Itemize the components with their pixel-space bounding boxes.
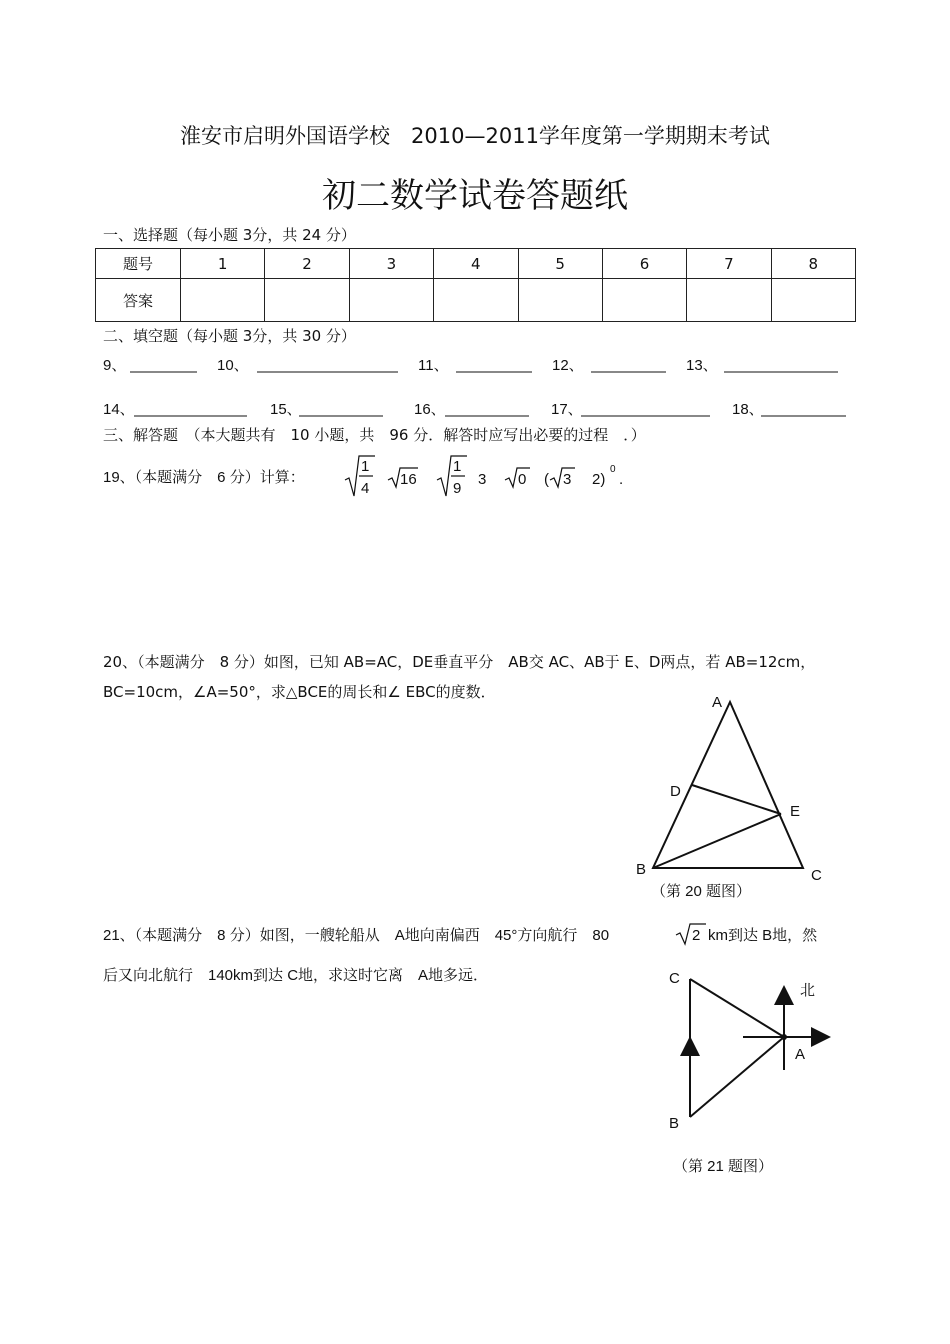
q19-exponent: 0 <box>610 464 616 475</box>
q20-line1: 20、（本题满分 8 分）如图，已知 AB=AC，DE垂直平分 AB交 AC、AB于 E、D两点，若 AB=12cm， <box>103 653 816 671</box>
answer-cell[interactable] <box>687 279 771 322</box>
q19-den1: 4 <box>361 480 370 497</box>
label-d: D <box>670 783 681 800</box>
row-label-answer: 答案 <box>96 279 181 322</box>
label-north: 北 <box>800 982 816 999</box>
answer-cell[interactable] <box>518 279 602 322</box>
label-c: C <box>811 867 822 884</box>
q19-den2: 9 <box>453 480 462 497</box>
q19-num1: 1 <box>361 458 370 475</box>
col-7: 7 <box>687 249 771 279</box>
q19-three: 3 <box>478 471 487 488</box>
answer-cell[interactable] <box>265 279 349 322</box>
q21-line2: 后又向北航行 140km到达 C地，求这时它离 A地多远． <box>103 967 489 984</box>
sqrt-sign <box>345 456 375 496</box>
point-a <box>781 1034 787 1040</box>
fill-blanks <box>0 350 950 425</box>
figure-20 <box>620 690 840 905</box>
figure-20-caption: （第 20 题图） <box>651 883 752 900</box>
section2-heading: 二、填空题（每小题 3分，共 30 分） <box>103 327 356 345</box>
label-e: E <box>790 803 801 820</box>
sqrt-sign <box>676 924 706 944</box>
q19-sqrt16: 16 <box>400 471 417 488</box>
col-6: 6 <box>602 249 686 279</box>
blank-label-12: 12、 <box>552 357 584 374</box>
segment-ca <box>690 979 784 1037</box>
q19-period: . <box>619 471 624 488</box>
label-a: A <box>712 694 723 711</box>
answer-cell[interactable] <box>349 279 433 322</box>
page-title: 初二数学试卷答题纸 <box>322 176 628 216</box>
q20-line2: BC=10cm，∠A=50°，求△BCE的周长和∠ EBC的度数． <box>103 683 496 701</box>
sqrt-sign <box>437 456 467 496</box>
col-5: 5 <box>518 249 602 279</box>
col-8: 8 <box>771 249 855 279</box>
segment-be <box>653 814 781 868</box>
answer-cell[interactable] <box>434 279 518 322</box>
q21-sqrt2: 2 <box>692 927 701 944</box>
blank-label-11: 11、 <box>418 357 449 374</box>
col-3: 3 <box>349 249 433 279</box>
blank-label-15: 15、 <box>270 401 302 418</box>
answer-cell[interactable] <box>181 279 265 322</box>
q21-line1-start: 21、（本题满分 8 分）如图，一艘轮船从 A地向南偏西 45°方向航行 80 <box>103 927 610 944</box>
label-b: B <box>669 1115 680 1132</box>
blank-label-14: 14、 <box>103 401 135 418</box>
row-label-number: 题号 <box>96 249 181 279</box>
blank-label-10: 10、 <box>217 357 249 374</box>
blank-label-16: 16、 <box>414 401 446 418</box>
q19-num2: 1 <box>453 458 462 475</box>
q19-sqrt3: 3 <box>563 471 572 488</box>
question-19 <box>100 450 660 506</box>
col-1: 1 <box>181 249 265 279</box>
blank-label-18: 18、 <box>732 401 764 418</box>
q21-line1-end: km到达 B地，然 <box>708 927 818 944</box>
segment-ba <box>690 1037 784 1117</box>
answer-cell[interactable] <box>602 279 686 322</box>
answer-table <box>95 248 856 322</box>
blank-label-9: 9、 <box>103 357 127 374</box>
figure-21 <box>660 965 850 1180</box>
q19-prefix: 19、（本题满分 6 分）计算： <box>103 469 305 486</box>
q19-two: 2) <box>592 471 606 488</box>
blank-label-17: 17、 <box>551 401 583 418</box>
section3-heading: 三、解答题 （本大题共有 10 小题，共 96 分．解答时应写出必要的过程 ．） <box>103 426 646 444</box>
col-4: 4 <box>434 249 518 279</box>
section1-heading: 一、选择题（每小题 3分，共 24 分） <box>103 226 356 244</box>
q19-sqrt0: 0 <box>518 471 527 488</box>
label-c: C <box>669 970 680 987</box>
answer-cell[interactable] <box>771 279 855 322</box>
blank-label-13: 13、 <box>686 357 718 374</box>
label-b: B <box>636 861 647 878</box>
school-title: 淮安市启明外国语学校 2010—2011学年度第一学期期末考试 <box>180 124 770 148</box>
q19-paren: ( <box>544 471 549 488</box>
col-2: 2 <box>265 249 349 279</box>
figure-21-caption: （第 21 题图） <box>673 1158 774 1175</box>
label-a: A <box>795 1046 806 1063</box>
